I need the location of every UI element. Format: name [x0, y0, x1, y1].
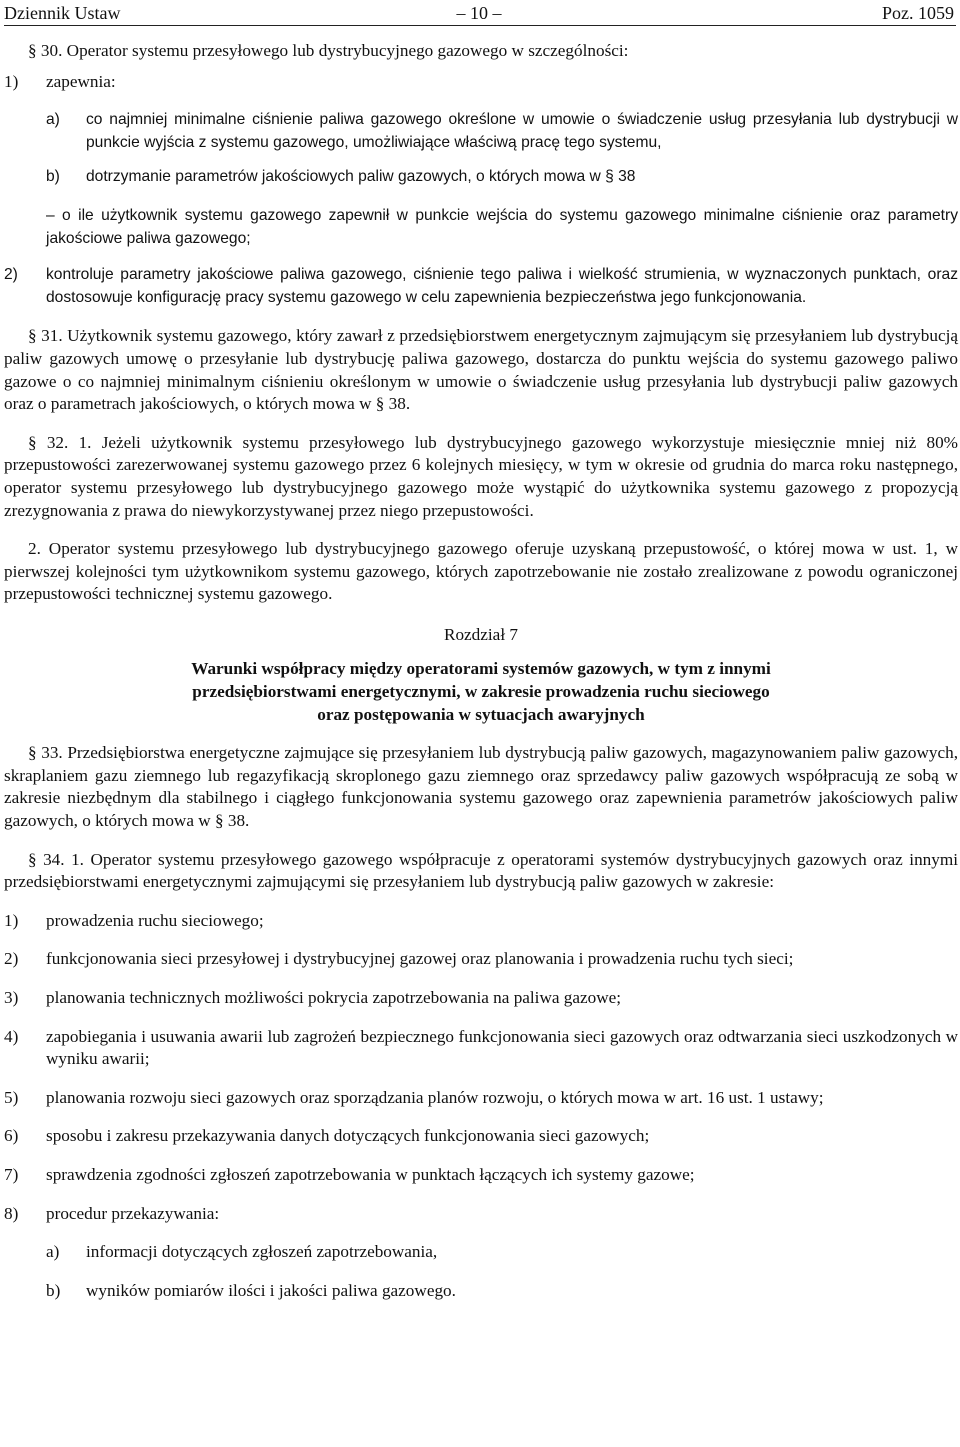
- chapter-title: [4, 658, 958, 726]
- sub-list-letter: b): [46, 1280, 61, 1300]
- chapter-title-line: przedsiębiorstwami energetycznymi, w zakresie prowadzenia ruchu sieciowego: [192, 682, 770, 702]
- sub-list-text: co najmniej minimalne ciśnienie paliwa gazowego określone w umowie o świadczenie usług przesyłania lub dystrybucji w punkcie wyjścia z systemu gazowego, umożliwiające właściwą pracę tego systemu,: [86, 111, 958, 151]
- list-number: 2): [4, 266, 18, 284]
- list-item: [4, 1087, 958, 1110]
- list-text: sposobu i zakresu przekazywania danych dotyczących funkcjonowania sieci gazowych;: [46, 1126, 650, 1146]
- list-number: 7): [4, 1164, 19, 1184]
- list-item: [4, 910, 958, 933]
- paragraph-32-2: 2. Operator systemu przesyłowego lub dystrybucyjnego gazowego oferuje uzyskaną przepustowość, o której mowa w ust. 1, w pierwszej kolejności tym użytkownikom systemu gazowego, których zapotrzebowanie nie zostało zrealizowane z powodu ograniczonej przepustowości technicznej systemu gazowego.: [4, 539, 958, 604]
- list-text: sprawdzenia zgodności zgłoszeń zapotrzebowania w punktach łączących ich systemy gazowe;: [46, 1164, 695, 1184]
- list-number: 3): [4, 988, 19, 1007]
- document-body: [4, 40, 958, 1302]
- journal-title: Dziennik Ustaw: [4, 3, 121, 23]
- list-text: zapobiegania i usuwania awarii lub zagrożeń bezpiecznego funkcjonowania sieci gazowych oraz odtwarzania sieci uszkodzonych w wyniku awarii;: [46, 1026, 958, 1069]
- chapter-title-line: Warunki współpracy między operatorami systemów gazowych, w tym z innymi: [191, 659, 771, 679]
- list-item: [4, 264, 958, 309]
- sub-list-item: [4, 166, 958, 189]
- list-item: [4, 1026, 958, 1071]
- sub-list-text: wyników pomiarów ilości i jakości paliwa gazowego.: [86, 1280, 456, 1300]
- sub-list-item: [4, 1241, 958, 1264]
- chapter-title-line: oraz postępowania w sytuacjach awaryjnych: [317, 704, 645, 724]
- sub-list-item: [4, 109, 958, 154]
- paragraph-33: § 33. Przedsiębiorstwa energetyczne zajmujące się przesyłaniem lub dystrybucją paliw gazowych, magazynowaniem paliw gazowych, skraplaniem gazu ziemnego lub regazyfikacją skroplonego gazu ziemnego oraz sprzedawcy paliw gazowych współpracują ze sobą w zakresie niezbędnym dla stabilnego i ciągłego funkcjonowania systemu gazowego oraz zapewnienia parametrów jakościowych paliw gazowych, o których mowa w § 38.: [4, 743, 958, 831]
- list-number: 5): [4, 1087, 19, 1107]
- sub-list-text: informacji dotyczących zgłoszeń zapotrzebowania,: [86, 1242, 438, 1262]
- list-item: [4, 71, 958, 94]
- chapter-label: Rozdział 7: [444, 624, 518, 644]
- header-rule: [4, 25, 956, 26]
- list-text: planowania technicznych możliwości pokrycia zapotrzebowania na paliwa gazowe;: [46, 988, 622, 1007]
- list-text: zapewnia:: [46, 71, 116, 91]
- list-item: [4, 1125, 958, 1148]
- list-item: [4, 948, 958, 971]
- dash-clause: – o ile użytkownik systemu gazowego zapewnił w punkcie wejścia do systemu gazowego minimalne ciśnienie oraz parametry jakościowe paliwa gazowego;: [46, 206, 958, 247]
- list-item: [4, 1164, 958, 1187]
- sub-list-letter: b): [46, 168, 60, 186]
- list-text: funkcjonowania sieci przesyłowej i dystrybucyjnej gazowej oraz planowania i prowadzenia ruchu tych sieci;: [46, 949, 794, 969]
- sub-list-letter: a): [46, 1242, 60, 1262]
- list-number: 4): [4, 1026, 19, 1046]
- paragraph-30-intro: § 30. Operator systemu przesyłowego lub dystrybucyjnego gazowego w szczególności:: [28, 41, 629, 60]
- list-text: prowadzenia ruchu sieciowego;: [46, 910, 264, 930]
- page-header: [4, 2, 954, 26]
- list-number: 8): [4, 1203, 19, 1223]
- page-number: – 10 –: [456, 3, 502, 23]
- paragraph-31: § 31. Użytkownik systemu gazowego, który zawarł z przedsiębiorstwem energetycznym zajmującym się przesyłaniem lub dystrybucją paliw gazowych umowę o przesyłanie lub dystrybucję paliwa gazowego, dostarcza do punktu wejścia do systemu gazowego paliwo gazowe o co najmniej minimalnym ciśnieniu określonym w umowie o świadczenie usług przesyłania lub dystrybucji paliw gazowych oraz o parametrach jakościowych, o których mowa w § 38.: [4, 326, 958, 414]
- list-item: [4, 987, 958, 1010]
- list-number: 1): [4, 71, 19, 91]
- sub-list-item: [4, 1280, 958, 1303]
- sub-list-letter: a): [46, 111, 60, 129]
- paragraph-34-intro: § 34. 1. Operator systemu przesyłowego gazowego współpracuje z operatorami systemów dystrybucyjnych gazowych oraz innymi przedsiębiorstwami energetycznymi zajmującymi się przesyłaniem lub dystrybucją paliw gazowych w zakresie:: [4, 849, 958, 892]
- paragraph-32-1: § 32. 1. Jeżeli użytkownik systemu przesyłowego lub dystrybucyjnego gazowego wykorzystuje miesięcznie mniej niż 80% przepustowości zarezerwowanej systemu gazowego przez 6 kolejnych miesięcy, w tym w okresie od grudnia do marca roku następnego, operator systemu przesyłowego lub dystrybucyjnego gazowego może wystąpić do użytkownika systemu gazowego z propozycją zrezygnowania z prawa do niewykorzystywanej przez niego przepustowości.: [4, 432, 958, 520]
- list-number: 1): [4, 910, 19, 930]
- list-number: 6): [4, 1126, 19, 1146]
- list-text: procedur przekazywania:: [46, 1203, 220, 1223]
- list-number: 2): [4, 949, 19, 969]
- list-text: kontroluje parametry jakościowe paliwa gazowego, ciśnienie tego paliwa i wielkość strumienia, w wyznaczonych punktach, oraz dostosowuje konfigurację pracy systemu gazowego w celu zapewnienia bezpieczeństwa jego funkcjonowania.: [46, 266, 958, 306]
- list-text: planowania rozwoju sieci gazowych oraz sporządzania planów rozwoju, o których mowa w art. 16 ust. 1 ustawy;: [46, 1087, 824, 1107]
- position-number: Poz. 1059: [882, 3, 954, 23]
- sub-list-text: dotrzymanie parametrów jakościowych paliw gazowych, o których mowa w § 38: [86, 168, 636, 186]
- list-item: [4, 1203, 958, 1226]
